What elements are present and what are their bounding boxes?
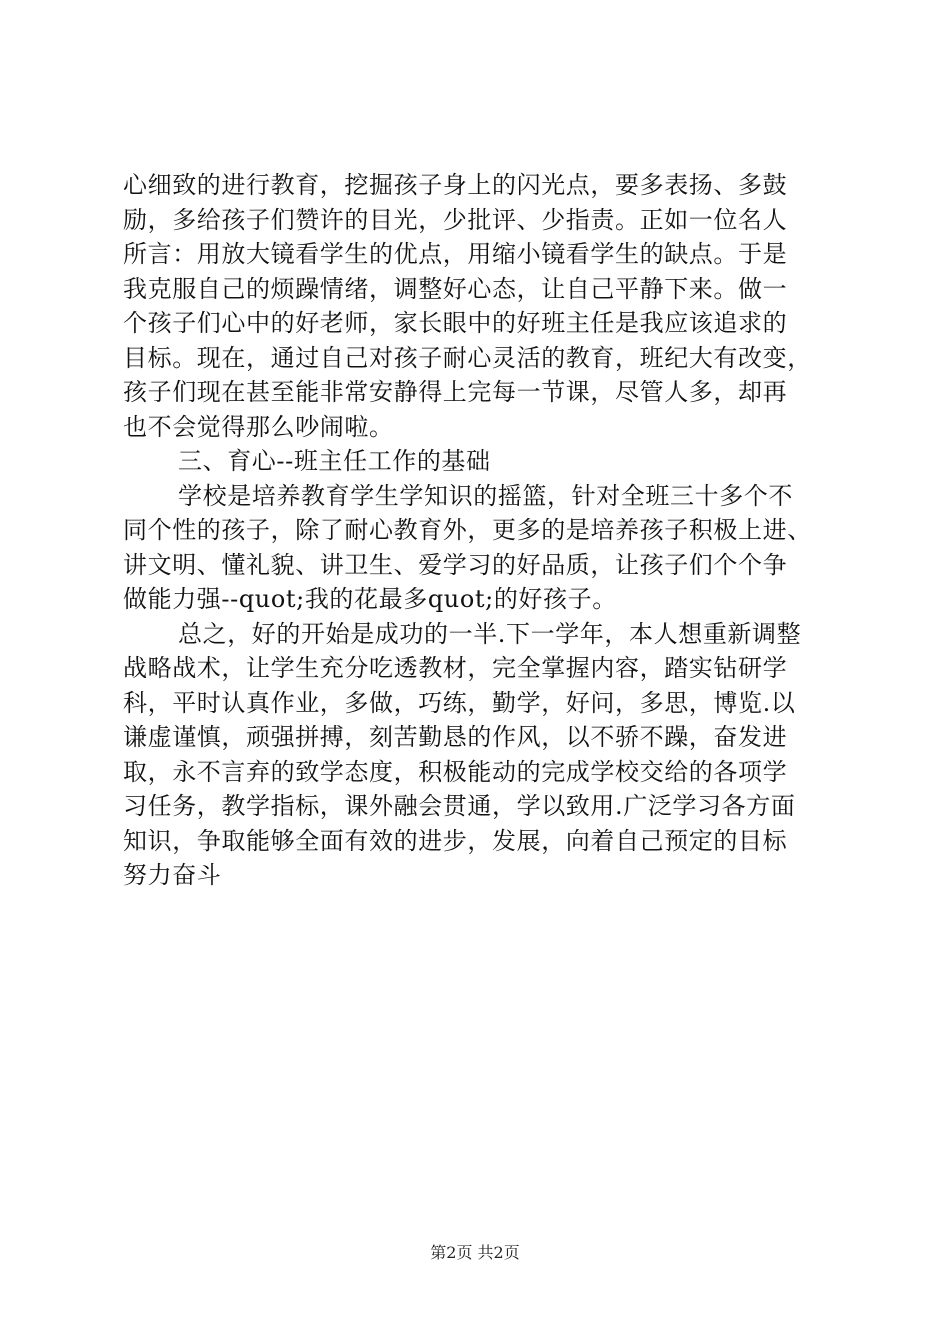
section-heading: 三、育心--班主任工作的基础 bbox=[178, 447, 491, 475]
text-line: 孩子们现在甚至能非常安静得上完每一节课，尽管人多，却再 bbox=[123, 378, 788, 406]
text-line: 学校是培养教育学生学知识的摇篮，针对全班三十多个不 bbox=[178, 481, 793, 510]
page-number: 第2页 共2页 bbox=[430, 1243, 520, 1262]
text-line: 习任务，教学指标，课外融会贯通，学以致用.广泛学习各方面 bbox=[123, 792, 796, 820]
text-line: 心细致的进行教育，挖掘孩子身上的闪光点，要多表扬、多鼓 bbox=[123, 171, 788, 199]
text-line: 总之，好的开始是成功的一半.下一学年，本人想重新调整 bbox=[178, 619, 802, 648]
text-line: 所言：用放大镜看学生的优点，用缩小镜看学生的缺点。于是 bbox=[123, 240, 788, 268]
text-line: 科，平时认真作业，多做，巧练，勤学，好问，多思，博览.以 bbox=[123, 688, 796, 717]
text-line: 谦虚谨慎，顽强拼搏，刻苦勤恳的作风，以不骄不躁，奋发进 bbox=[123, 723, 788, 751]
text-line: 做能力强--quot;我的花最多quot;的好孩子。 bbox=[123, 585, 617, 613]
text-line: 也不会觉得那么吵闹啦。 bbox=[123, 412, 394, 441]
text-line: 励，多给孩子们赞许的目光，少批评、少指责。正如一位名人 bbox=[123, 205, 788, 234]
text-line: 知识，争取能够全面有效的进步，发展，向着自己预定的目标 bbox=[123, 826, 788, 855]
text-line: 我克服自己的烦躁情绪，调整好心态，让自己平静下来。做一 bbox=[123, 274, 788, 303]
text-line: 同个性的孩子，除了耐心教育外，更多的是培养孩子积极上进、 bbox=[123, 516, 812, 544]
text-line: 目标。现在，通过自己对孩子耐心灵活的教育，班纪大有改变， bbox=[123, 343, 812, 372]
document-body bbox=[123, 168, 835, 893]
text-line: 努力奋斗 bbox=[123, 861, 222, 889]
text-line: 个孩子们心中的好老师，家长眼中的好班主任是我应该追求的 bbox=[123, 309, 788, 337]
text-line: 战略战术，让学生充分吃透教材，完全掌握内容，踏实钻研学 bbox=[123, 654, 788, 682]
text-line: 取，永不言弃的致学态度，积极能动的完成学校交给的各项学 bbox=[123, 757, 788, 786]
text-line: 讲文明、懂礼貌、讲卫生、爱学习的好品质，让孩子们个个争 bbox=[123, 550, 788, 579]
